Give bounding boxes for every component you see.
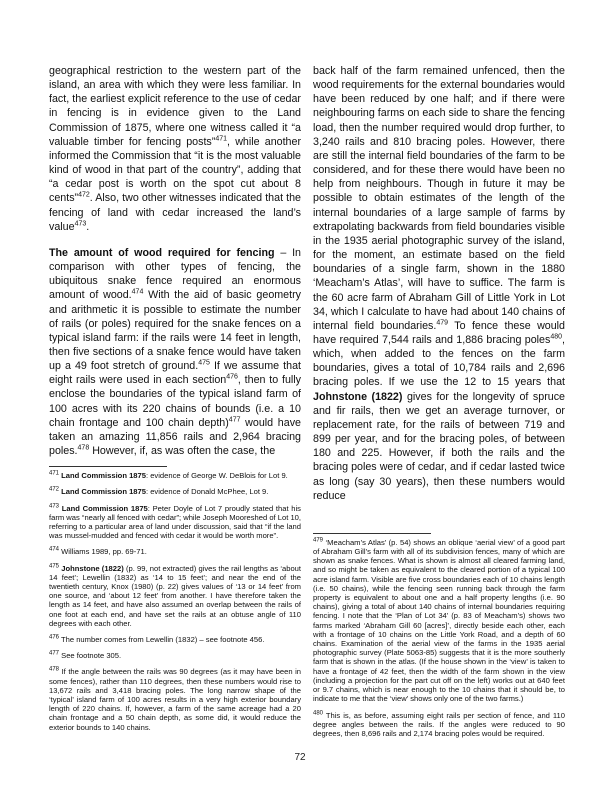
footnote: $^{477}$ See footnote 305. [49,650,122,661]
cited-author: Johnstone (1822) [313,390,403,403]
footnote: $^{473}$ Land Commission 1875: Peter Doyle of Lot 7 proudly stated that his farm was “nearly all fenced with cedar”; while Joseph Mooreshed of Lot 10, referring to a particular area of land under discussion, said that “if the land was mussel-mudded and fenced with cedar it would be worth more”. [49,503,301,541]
footnote-divider [313,533,431,534]
footnote-ref[interactable]: 472 [78,191,90,199]
footnote: $^{480}$ This is, as before, assuming eight rails per section of fence, and 110 degree angles between the rails. If the angles were reduced to 90 degrees, then 8,696 rails and 2,174 bracing poles would be required. [313,709,565,738]
footnote-ref[interactable]: 475 [198,359,210,367]
footnote: $^{474}$ Williams 1989, pp. 69-71. [49,546,147,557]
footnote-ref[interactable]: 477 [228,416,241,424]
footnote: $^{479}$ ‘Meacham’s Atlas’ (p. 54) shows an oblique ‘aerial view’ of a good part of Abraham Gill’s farm with all of its subdivision fences, many of which are shown as snake fences. What is shown is almost all cleared farming land, and so might be taken as equivalent to the cleared portion of a typical 100 acre island farm. Visible are five cross boundaries each of 10 chains length (i.e. 50 chains), while the fencing seen running back through the farm property is equivalent to about one and a half property lengths (i.e. 90 chains), giving a total of about 140 chains of internal boundaries requiring fencing. I note that the ‘Plan of Lot 34’ (p. 83 of Meacham’s) shows two farms marked ‘Abraham Gill 60 [acres]’, directly beside each other, each with a frontage of 10 chains on the Little York Road, and a depth of 60 chains. Examination of the aerial view of the farms in the 1935 aerial photographic survey (Plate 5063-85) suggests that it is the more southerly farm that is shown in the atlas. (If the house shown in the ‘view’ is taken to have a frontage of 42 feet, then the width of the farm shown in the view (including a projection for the part cut off on the left) works out at 640 feet or 9.7 chains, which is near enough to the 10 chains that it should be, to indicate to me that the ‘view’ shows only one of the two farms.) [313,537,565,704]
footnote: $^{478}$ If the angle between the rails was 90 degrees (as it may have been in some fences), rather than 110 degrees, then these numbers would rise to 13,672 rails and 3,418 bracing poles. The long narrow shape of the ‘typical’ island farm of 100 acres results in a very high exterior boundary length of 220 chains. If, however, a farm of the same acreage had a 20 chain frontage and a 50 chain depth, as some did, it would reduce the exterior bounds to 140 chains. [49,666,301,732]
footnote-ref[interactable]: 471 [215,135,228,143]
page-number: 72 [294,752,306,763]
body-paragraph: geographical restriction to the western part of the island, an area with which they were less familiar. In fact, the earliest explicit reference to the use of cedar in fencing is in evidence given to the Land Commission of 1875, where one witness called it “a valuable timber for fencing posts”$^{471}$, while another informed the Commission that “it is the most valuable kind of wood in that part of the country”, adding that “a cedar post is worth on the spot cut about 8 cents”$^{472}$. Also, two other witnesses indicated that the fencing of land with cedar increased the land’s value$^{473}$. [49,65,302,233]
footnote: $^{476}$ The number comes from Lewellin (1832) – see footnote 456. [49,634,265,645]
section-heading: The amount of wood required for fencing [49,246,275,259]
footnote-ref[interactable]: 476 [226,373,238,381]
footnote-ref[interactable]: 473 [74,220,87,228]
body-paragraph: The amount of wood required for fencing – In comparison with other types of fencing, the ubiquitous snake fence required an enormous amount of wood.$^{474}$ With the aid of basic geometry and arithmetic it is possible to estimate the number of rails (or poles) required for the snake fences on a typical island farm: if the rails were 14 feet in length, then five sections of a snake fence would have taken up a 49 foot stretch of ground.$^{475}$ If we assume that eight rails were used in each section$^{476}$, then to fully enclose the boundaries of the typical island farm of 100 acres with its 220 chains of bounds (i.e. a 10 chain frontage and 100 chain depth)$^{477}$ would have taken an amazing 11,856 rails and 2,964 bracing poles.$^{478}$ However, if, as was often the case, the [49,246,301,458]
footnote-ref[interactable]: 480 [550,333,563,341]
footnote-ref[interactable]: 478 [77,444,90,452]
footnote-divider [49,466,167,467]
body-paragraph: back half of the farm remained unfenced, then the wood requirements for the external boundaries would have been reduced by one half; and if there were neighbouring farms on each side to share the fencing load, then the number required would drop further, to 3,240 rails and 810 bracing poles. However, there are still the internal field boundaries of the farm to be considered, and for these there would have been no help from neighbours. Though in future it may be possible to obtain estimates of the length of the internal boundaries of a large sample of farms by extrapolating backwards from field boundaries visible in the 1935 aerial photographic survey of the island, for the moment, an estimate based on the field boundaries of a single farm, shown in the 1880 ‘Meacham’s Atlas’, will have to suffice. The farm is the 60 acre farm of Abraham Gill of Little York in Lot 34, which I calculate to have had about 140 chains of internal field boundaries.$^{479}$ To fence these would have required 7,544 rails and 1,886 bracing poles$^{480}$, which, when added to the fences on the farm boundaries, gives a total of 10,784 rails and 2,696 bracing poles. If we use the 12 to 15 years that Johnstone (1822) gives for the longevity of spruce and fir rails, then we get an average turnover, or replacement rate, for the rails of between 719 and 899 per year, and for the bracing poles, of between 180 and 225. However, if both the rails and the bracing poles were of cedar, and if cedar lasted twice as long (say 30 years), then these numbers would reduce [313,65,565,502]
footnote: $^{471}$ Land Commission 1875: evidence of George W. DeBlois for Lot 9. [49,470,288,481]
footnotes-left [49,471,301,732]
left-column [49,64,301,739]
footnotes-right [313,538,565,738]
right-column [313,64,565,745]
footnote: $^{472}$ Land Commission 1875: evidence of Donald McPhee, Lot 9. [49,486,269,497]
footnote: $^{475}$ Johnstone (1822) (p. 99, not extracted) gives the rail lengths as ‘about 14 feet’; Lewellin (1832) as ‘14 to 15 feet’; and near the end of the twentieth century, Knox (1980) (p. 22) gives values of ‘13 or 14 feet’ from one source, and ‘about 12 feet’ from another. I have therefore taken the length as 14 feet, and have also assumed an overlap between the rails of one foot at each end, and have set the rails at an obtuse angle of 110 degrees with each other. [49,563,302,628]
footnote-ref[interactable]: 474 [131,288,144,296]
footnote-ref[interactable]: 479 [436,319,449,327]
